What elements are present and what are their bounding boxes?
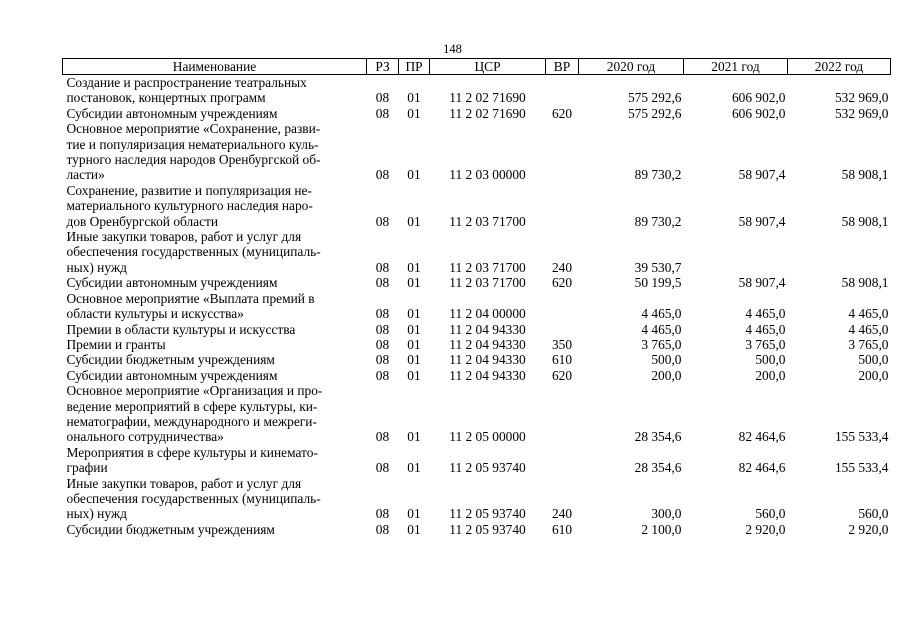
cell-rz: 08 xyxy=(375,306,390,322)
cell-2020: 39 530,7 xyxy=(634,259,682,275)
cell-csr: 11 2 05 00000 xyxy=(449,429,526,445)
name-line: постановок, концертных программ xyxy=(66,90,266,106)
name-line: Основное мероприятие «Организация и про- xyxy=(66,383,323,399)
cell-pr: 01 xyxy=(407,367,421,383)
cell-2022: 58 908,1 xyxy=(841,213,889,229)
cell-2022 xyxy=(788,229,891,275)
cell-csr: 11 2 05 93740 xyxy=(449,460,526,476)
cell-name xyxy=(63,368,367,383)
cell-rz: 08 xyxy=(375,336,390,352)
cell-2020: 28 354,6 xyxy=(634,460,682,476)
header-name: Наименование xyxy=(63,59,367,75)
name-line: Субсидии автономным учреждениям xyxy=(66,105,278,121)
table-row xyxy=(63,121,891,183)
cell-csr: 11 2 04 94330 xyxy=(449,321,526,337)
cell-csr: 11 2 03 71700 xyxy=(449,213,526,229)
cell-vr xyxy=(546,121,579,183)
name-line: обеспечения государственных (муниципаль- xyxy=(66,490,321,506)
cell-vr xyxy=(546,291,579,322)
cell-2021: 606 902,0 xyxy=(731,105,786,121)
cell-2021: 500,0 xyxy=(755,352,786,368)
cell-rz: 08 xyxy=(375,275,390,291)
table-row xyxy=(63,352,891,367)
cell-2021: 560,0 xyxy=(755,506,786,522)
cell-csr: 11 2 05 93740 xyxy=(449,521,526,537)
cell-pr: 01 xyxy=(407,90,421,106)
cell-2021: 4 465,0 xyxy=(745,306,786,322)
cell-2020: 575 292,6 xyxy=(627,90,682,106)
name-line: нематографии, международного и межреги- xyxy=(66,413,317,429)
name-line: Основное мероприятие «Выплата премий в xyxy=(66,290,315,306)
table-row xyxy=(63,183,891,229)
name-line: Субсидии автономным учреждениям xyxy=(66,275,278,291)
name-line: ведение мероприятий в сфере культуры, ки- xyxy=(66,398,318,414)
cell-rz: 08 xyxy=(375,167,390,183)
name-line: ных) нужд xyxy=(66,506,127,522)
table-header xyxy=(63,59,891,75)
table-row xyxy=(63,476,891,522)
cell-2021: 58 907,4 xyxy=(738,275,786,291)
name-line: дов Оренбургской области xyxy=(66,213,219,229)
name-line: тие и популяризация нематериального куль- xyxy=(66,136,319,152)
cell-csr: 11 2 03 71700 xyxy=(449,259,526,275)
cell-pr: 01 xyxy=(407,321,421,337)
name-line: турного наследия народов Оренбургской об- xyxy=(66,152,321,168)
name-line: Основное мероприятие «Сохранение, разви- xyxy=(66,121,321,137)
cell-name xyxy=(63,75,367,106)
name-line: Иные закупки товаров, работ и услуг для xyxy=(66,229,302,245)
table-row xyxy=(63,368,891,383)
cell-rz: 08 xyxy=(375,429,390,445)
cell-rz: 08 xyxy=(375,213,390,229)
cell-2021: 200,0 xyxy=(755,367,786,383)
cell-pr: 01 xyxy=(407,460,421,476)
table-row xyxy=(63,383,891,445)
cell-2021: 58 907,4 xyxy=(738,167,786,183)
cell-csr: 11 2 03 71700 xyxy=(449,275,526,291)
cell-rz: 08 xyxy=(375,521,390,537)
cell-vr: 610 xyxy=(551,352,573,368)
cell-2021: 82 464,6 xyxy=(738,429,786,445)
cell-2021: 3 765,0 xyxy=(745,336,786,352)
cell-csr: 11 2 04 94330 xyxy=(449,367,526,383)
cell-2022: 155 533,4 xyxy=(834,429,889,445)
cell-vr: 350 xyxy=(551,336,573,352)
cell-pr: 01 xyxy=(407,352,421,368)
cell-name xyxy=(63,383,367,445)
header-2021: 2021 год xyxy=(684,59,788,75)
cell-pr: 01 xyxy=(407,167,421,183)
cell-vr: 620 xyxy=(551,105,573,121)
cell-pr: 01 xyxy=(407,506,421,522)
cell-csr: 11 2 04 00000 xyxy=(449,306,526,322)
cell-2022: 2 920,0 xyxy=(848,521,889,537)
cell-rz: 08 xyxy=(375,367,390,383)
cell-vr: 610 xyxy=(551,521,573,537)
cell-pr: 01 xyxy=(407,306,421,322)
cell-2021: 82 464,6 xyxy=(738,460,786,476)
table-row xyxy=(63,337,891,352)
cell-2020: 3 765,0 xyxy=(641,336,682,352)
header-pr: ПР xyxy=(399,59,430,75)
header-row xyxy=(63,59,891,75)
cell-2022: 58 908,1 xyxy=(841,167,889,183)
cell-rz: 08 xyxy=(375,460,390,476)
cell-name xyxy=(63,121,367,183)
cell-2021: 4 465,0 xyxy=(745,321,786,337)
cell-vr: 620 xyxy=(551,275,573,291)
table-row xyxy=(63,445,891,476)
header-csr: ЦСР xyxy=(430,59,546,75)
cell-pr: 01 xyxy=(407,429,421,445)
cell-2021: 2 920,0 xyxy=(745,521,786,537)
cell-2020: 2 100,0 xyxy=(641,521,682,537)
cell-2022: 532 969,0 xyxy=(834,90,889,106)
cell-csr: 11 2 04 94330 xyxy=(449,336,526,352)
cell-vr xyxy=(546,183,579,229)
name-line: области культуры и искусства» xyxy=(66,306,244,322)
cell-vr xyxy=(546,75,579,106)
cell-2021: 606 902,0 xyxy=(731,90,786,106)
page-number: 148 xyxy=(443,42,462,56)
cell-2020: 200,0 xyxy=(651,367,682,383)
cell-2022: 500,0 xyxy=(858,352,889,368)
name-line: Премии и гранты xyxy=(66,336,166,352)
name-line: графии xyxy=(66,460,108,476)
cell-name xyxy=(63,445,367,476)
cell-vr xyxy=(546,322,579,337)
header-2022: 2022 год xyxy=(788,59,891,75)
cell-csr: 11 2 02 71690 xyxy=(449,90,526,106)
cell-csr: 11 2 04 94330 xyxy=(449,352,526,368)
name-line: Мероприятия в сфере культуры и кинемато- xyxy=(66,444,318,460)
cell-name xyxy=(63,291,367,322)
table-row xyxy=(63,75,891,106)
cell-pr: 01 xyxy=(407,521,421,537)
name-line: обеспечения государственных (муниципаль- xyxy=(66,244,321,260)
name-line: Премии в области культуры и искусства xyxy=(66,321,296,337)
cell-pr: 01 xyxy=(407,259,421,275)
cell-rz: 08 xyxy=(375,90,390,106)
cell-csr: 11 2 03 00000 xyxy=(449,167,526,183)
table-row xyxy=(63,229,891,275)
name-line: онального сотрудничества» xyxy=(66,429,224,445)
cell-2020: 28 354,6 xyxy=(634,429,682,445)
name-line: материального культурного наследия наро- xyxy=(66,198,313,214)
header-rz: РЗ xyxy=(367,59,399,75)
cell-pr: 01 xyxy=(407,336,421,352)
cell-pr: 01 xyxy=(407,213,421,229)
cell-name xyxy=(63,106,367,121)
cell-2022: 200,0 xyxy=(858,367,889,383)
header-vr: ВР xyxy=(546,59,579,75)
name-line: Субсидии бюджетным учреждениям xyxy=(66,521,275,537)
name-line: Создание и распространение театральных xyxy=(66,75,307,90)
cell-rz: 08 xyxy=(375,105,390,121)
cell-2020: 575 292,6 xyxy=(627,105,682,121)
cell-2022: 4 465,0 xyxy=(848,306,889,322)
cell-2020: 89 730,2 xyxy=(634,213,682,229)
cell-2022: 560,0 xyxy=(858,506,889,522)
cell-2021: 58 907,4 xyxy=(738,213,786,229)
cell-2020: 50 199,5 xyxy=(634,275,682,291)
cell-2021 xyxy=(684,229,788,275)
cell-2020: 300,0 xyxy=(651,506,682,522)
name-line: Иные закупки товаров, работ и услуг для xyxy=(66,475,302,491)
cell-name xyxy=(63,183,367,229)
table-row xyxy=(63,291,891,322)
name-line: Субсидии бюджетным учреждениям xyxy=(66,352,275,368)
cell-pr: 01 xyxy=(407,275,421,291)
table-row xyxy=(63,275,891,290)
table-row xyxy=(63,522,891,537)
name-line: Сохранение, развитие и популяризация не- xyxy=(66,182,312,198)
cell-vr xyxy=(546,383,579,445)
cell-csr: 11 2 05 93740 xyxy=(449,506,526,522)
budget-table xyxy=(62,58,891,537)
cell-vr: 240 xyxy=(551,259,573,275)
cell-csr: 11 2 02 71690 xyxy=(449,105,526,121)
cell-name xyxy=(63,322,367,337)
cell-vr: 620 xyxy=(551,367,573,383)
cell-name xyxy=(63,476,367,522)
cell-2022: 58 908,1 xyxy=(841,275,889,291)
cell-name xyxy=(63,522,367,537)
cell-rz: 08 xyxy=(375,259,390,275)
cell-name xyxy=(63,275,367,290)
cell-name xyxy=(63,337,367,352)
cell-name xyxy=(63,229,367,275)
cell-2020: 89 730,2 xyxy=(634,167,682,183)
cell-2020: 4 465,0 xyxy=(641,306,682,322)
cell-2020: 500,0 xyxy=(651,352,682,368)
name-line: ных) нужд xyxy=(66,259,127,275)
header-2020: 2020 год xyxy=(579,59,684,75)
table-row xyxy=(63,106,891,121)
cell-2022: 532 969,0 xyxy=(834,105,889,121)
cell-pr: 01 xyxy=(407,105,421,121)
cell-rz: 08 xyxy=(375,352,390,368)
cell-name xyxy=(63,352,367,367)
name-line: Субсидии автономным учреждениям xyxy=(66,367,278,383)
name-line: ласти» xyxy=(66,167,105,183)
cell-vr xyxy=(546,445,579,476)
table-row xyxy=(63,322,891,337)
cell-rz: 08 xyxy=(375,506,390,522)
cell-2022: 155 533,4 xyxy=(834,460,889,476)
cell-2022: 4 465,0 xyxy=(848,321,889,337)
cell-2020: 4 465,0 xyxy=(641,321,682,337)
cell-vr: 240 xyxy=(551,506,573,522)
table-body xyxy=(63,75,891,538)
cell-2022: 3 765,0 xyxy=(848,336,889,352)
cell-rz: 08 xyxy=(375,321,390,337)
